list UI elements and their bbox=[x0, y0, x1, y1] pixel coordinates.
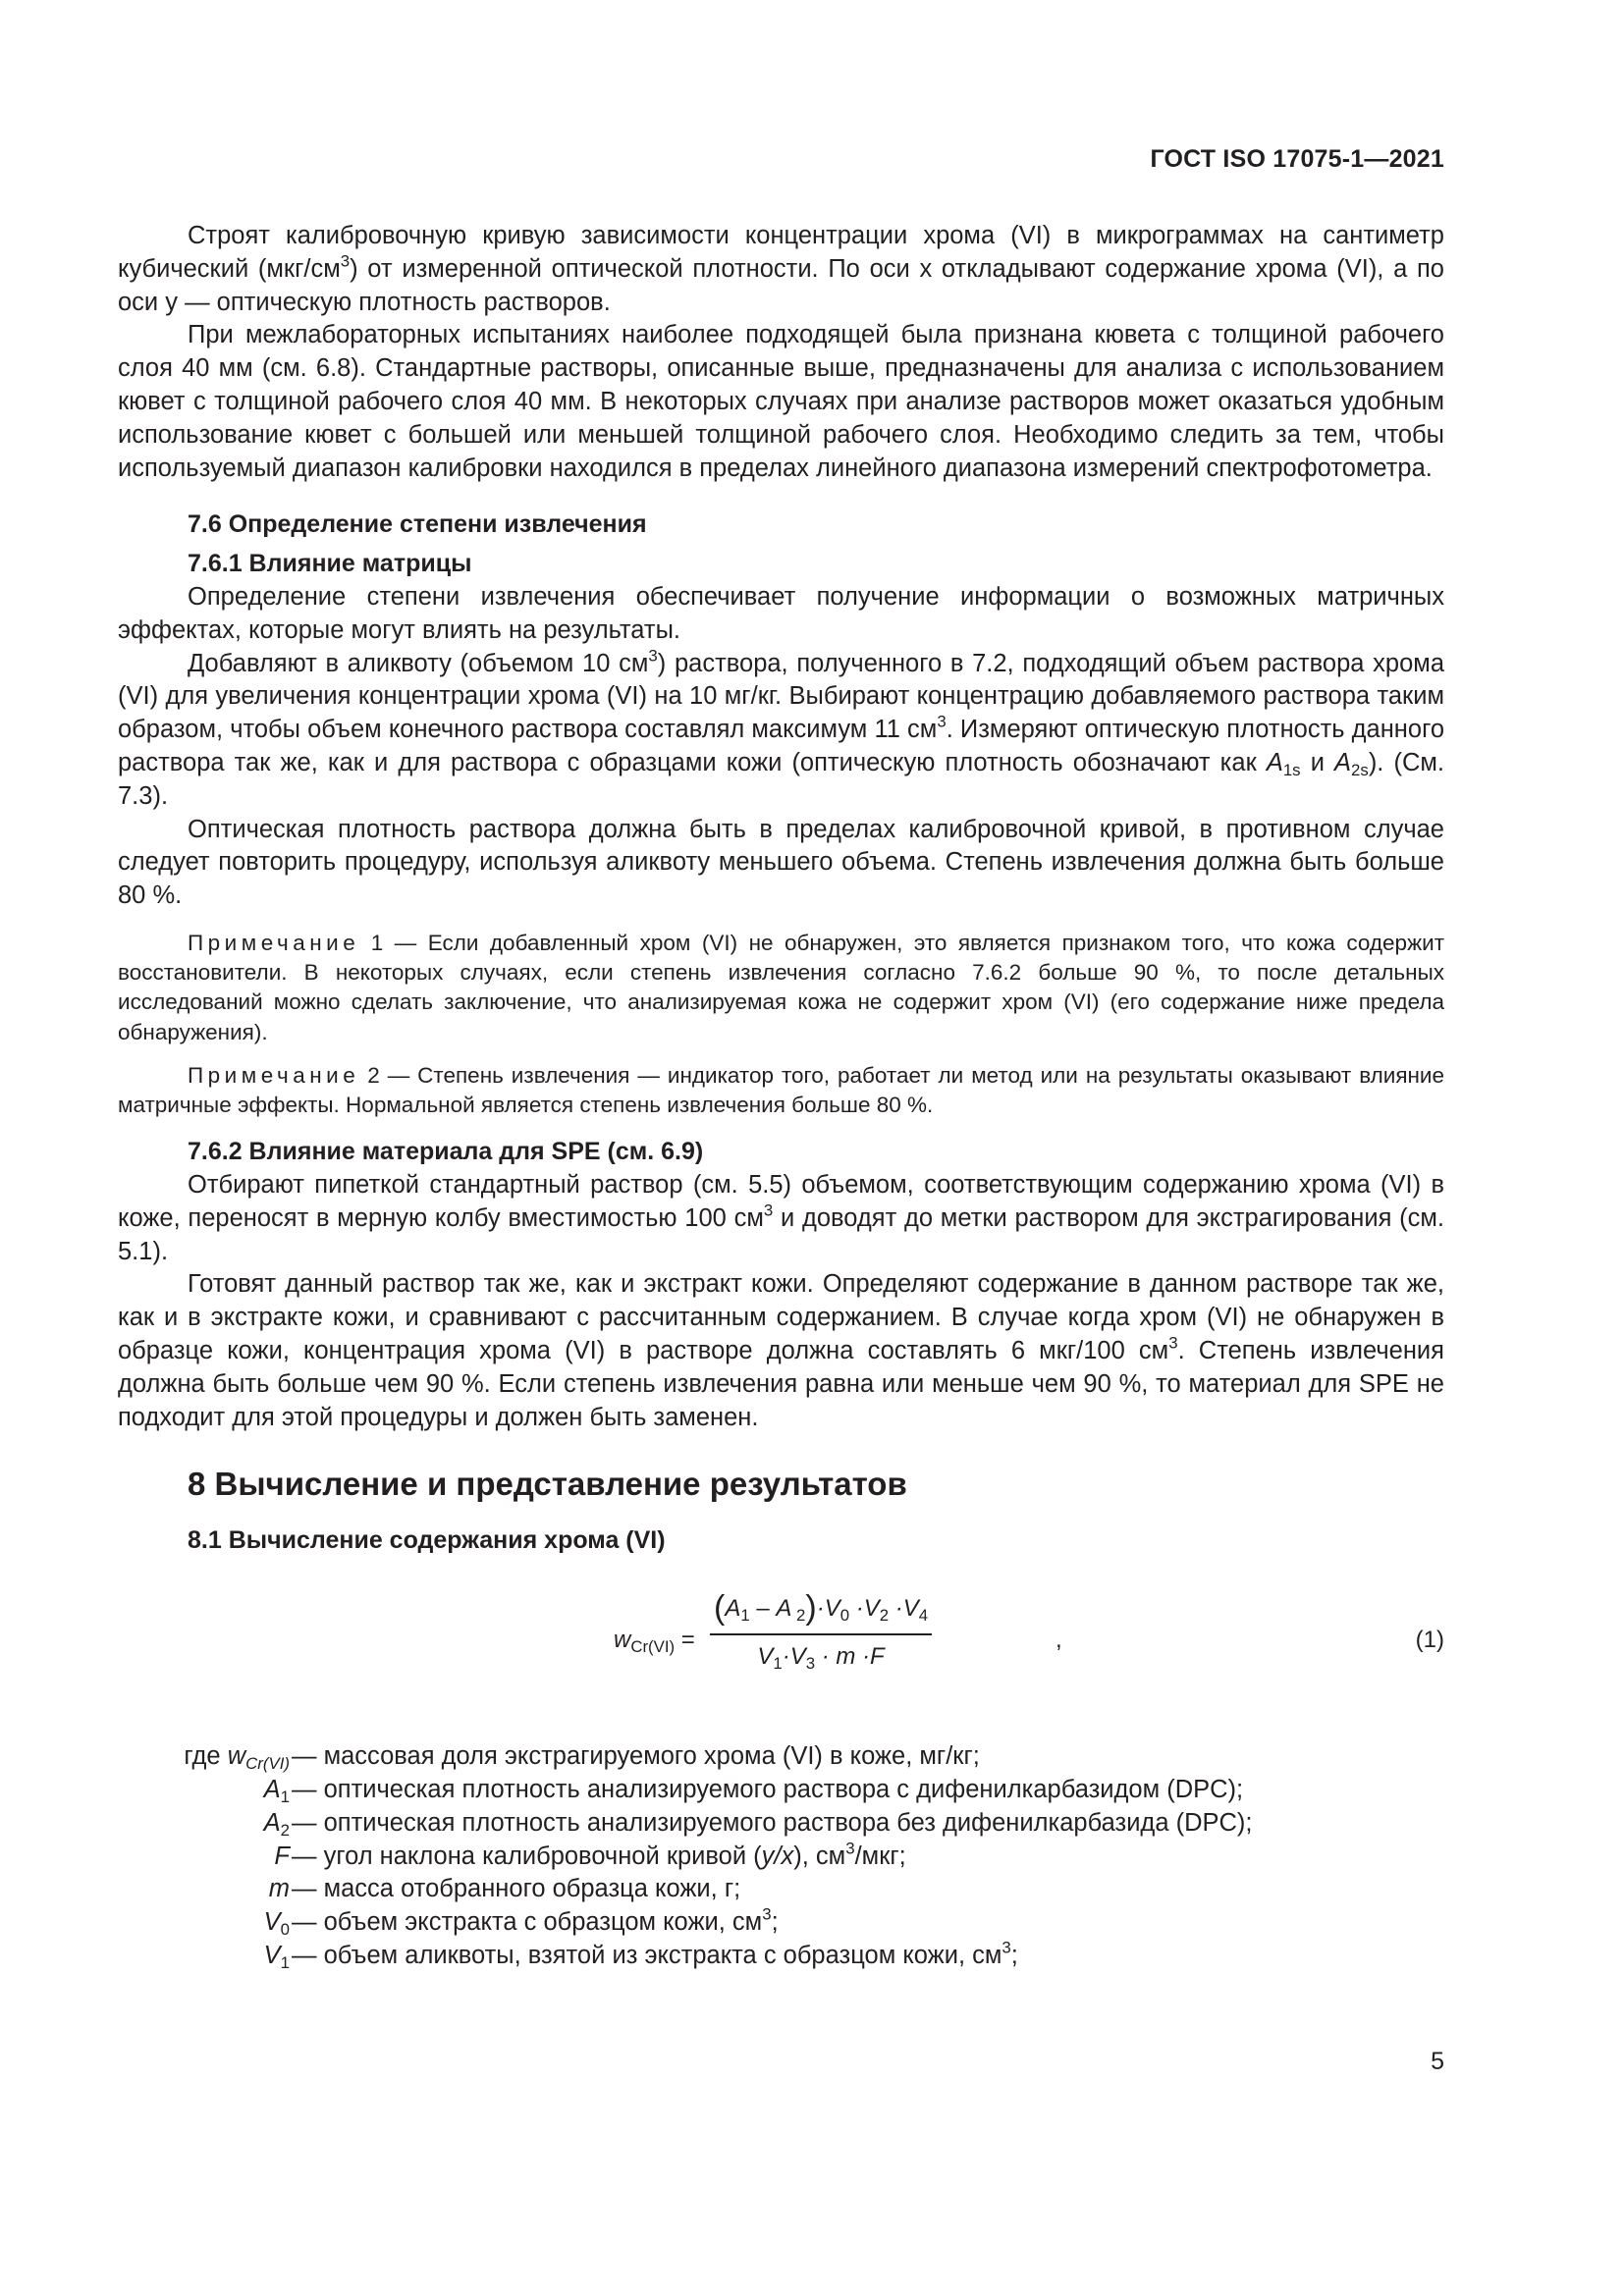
note-1: Примечание 1 — Если добавленный хром (VI) не обнаружен, это является признаком того, что кожа содержит восстановители. В некоторых случаях, если степень извлечения согласно 7.6.2 больше 90 %, то после детальных исследований можно сделать заключение, что анализируемая кожа не содержит хром (VI) (его содержание ниже предела обнаружения). bbox=[118, 930, 1444, 1044]
paragraph-optical-density-range: Оптическая плотность раствора должна быть в пределах калибровочной кривой, в противном случае следует повторить процедуру, используя аликвоту меньшего объема. Степень извлечения должна быть больше 80 %. bbox=[118, 815, 1444, 910]
definition-a1: $A_1$ — оптическая плотность анализируемого раствора с дифенилкарбазидом (DPC); bbox=[263, 1775, 1244, 1806]
heading-section-8: 8 Вычисление и представление результатов bbox=[188, 1466, 907, 1503]
formula-numerator: ($A_1$ – A $_2)\cdot V_0 \cdot V_2 \cdot V_4$ bbox=[710, 1589, 932, 1635]
paragraph-calibration-curve: Строят калибровочную кривую зависимости концентрации хрома (VI) в микрограммах на сантиметр кубический $(мкг/см^3)$ от измеренной оптической плотности. По оси x откладывают содержание хрома (VI), а по оси y — оптическую плотность растворов. bbox=[118, 222, 1444, 316]
formula-fraction bbox=[710, 1589, 932, 1674]
formula-denominator: $V_1\cdot V_3 \cdot m \cdot F$ bbox=[757, 1643, 885, 1674]
definition-f: F — угол наклона калибровочной кривой (y/x), $см^3$/мкг; bbox=[274, 1839, 906, 1870]
heading-7-6: 7.6 Определение степени извлечения bbox=[188, 510, 647, 539]
variable-definitions bbox=[117, 1740, 1444, 1973]
definition-a2: $A_2$ — оптическая плотность анализируемого раствора без дифенилкарбазида (DPC); bbox=[263, 1808, 1253, 1840]
formula-comma: , bbox=[1056, 1627, 1062, 1654]
definition-v1: $V_1$ — объем аликвоты, взятой из экстракта с образцом кожи, $см^3$; bbox=[263, 1938, 1018, 1972]
heading-8-1: 8.1 Вычисление содержания хрома (VI) bbox=[188, 1526, 666, 1555]
formula-1 bbox=[118, 1579, 1444, 1717]
formula-lhs: $w_{Cr(VI)}$ = bbox=[614, 1627, 695, 1657]
paragraph-recovery-info: Определение степени извлечения обеспечивает получение информации о возможных матричных эффектах, которые могут влиять на результаты. bbox=[118, 582, 1444, 644]
page-number: 5 bbox=[1431, 2048, 1444, 2075]
paragraph-spe-standard: Отбирают пипеткой стандартный раствор (см. 5.5) объемом, соответствующим содержанию хрома (VI) в коже, переносят в мерную колбу вместимостью 100 $см^3$ и доводят до метки раствором для экстрагирования (см. 5.1). bbox=[118, 1170, 1445, 1265]
document-body bbox=[118, 220, 1444, 1973]
paragraph-aliquot-spike: Добавляют в аликвоту (объемом 10 $см^3$) раствора, полученного в 7.2, подходящий объем раствора хрома (VI) для увеличения концентрации хрома (VI) на 10 мг/кг. Выбирают концентрацию добавляемого раствора таким образом, чтобы объем конечного раствора составлял максимум 11 $см^3$. Измеряют оптическую плотность данного раствора так же, как и для раствора с образцами кожи (оптическую плотность обозначают как $A_{1s}$ и $A_{2s}$). (См. 7.3). bbox=[118, 646, 1445, 810]
paragraph-interlab-tests: При межлабораторных испытаниях наиболее подходящей была признана кювета с толщиной рабочего слоя 40 мм (см. 6.8). Стандартные растворы, описанные выше, предназначены для анализа с использованием кювет с толщиной рабочего слоя 40 мм. В некоторых случаях при анализе растворов может оказаться удобным использование кювет с большей или меньшей толщиной рабочего слоя. Необходимо следить за тем, чтобы используемый диапазон калибровки находился в пределах линейного диапазона измерений спектрофотометра. bbox=[118, 321, 1444, 482]
note-2: Примечание 2 — Степень извлечения — индикатор того, работает ли метод или на результаты оказывают влияние матричные эффекты. Нормальной является степень извлечения больше 80 %. bbox=[118, 1062, 1445, 1117]
heading-7-6-1: 7.6.1 Влияние матрицы bbox=[188, 550, 472, 578]
definition-v0: $V_0$ — объем экстракта с образцом кожи, $см^3$; bbox=[263, 1904, 779, 1940]
document-code-header: ГОСТ ISO 17075-1—2021 bbox=[1150, 145, 1444, 173]
paragraph-spe-recovery: Готовят данный раствор так же, как и экстракт кожи. Определяют содержание в данном растворе так же, как и в экстракте кожи, и сравнивают с рассчитанным содержанием. В случае когда хром (VI) не обнаружен в образце кожи, концентрация хрома (VI) в растворе должна составлять 6 мкг/100 $см^3$. Степень извлечения должна быть больше чем 90 %. Если степень извлечения равна или меньше чем 90 %, то материал для SPE не подходит для этой процедуры и должен быть заменен. bbox=[118, 1270, 1444, 1431]
heading-7-6-2: 7.6.2 Влияние материала для SPE (см. 6.9) bbox=[188, 1138, 704, 1166]
definition-w: где $w_{Cr(VI)}$ — массовая доля экстрагируемого хрома (VI) в коже, мг/кг; bbox=[184, 1742, 980, 1774]
definition-m: m — масса отобранного образца кожи, г; bbox=[268, 1875, 741, 1903]
formula-number: (1) bbox=[1415, 1627, 1444, 1654]
